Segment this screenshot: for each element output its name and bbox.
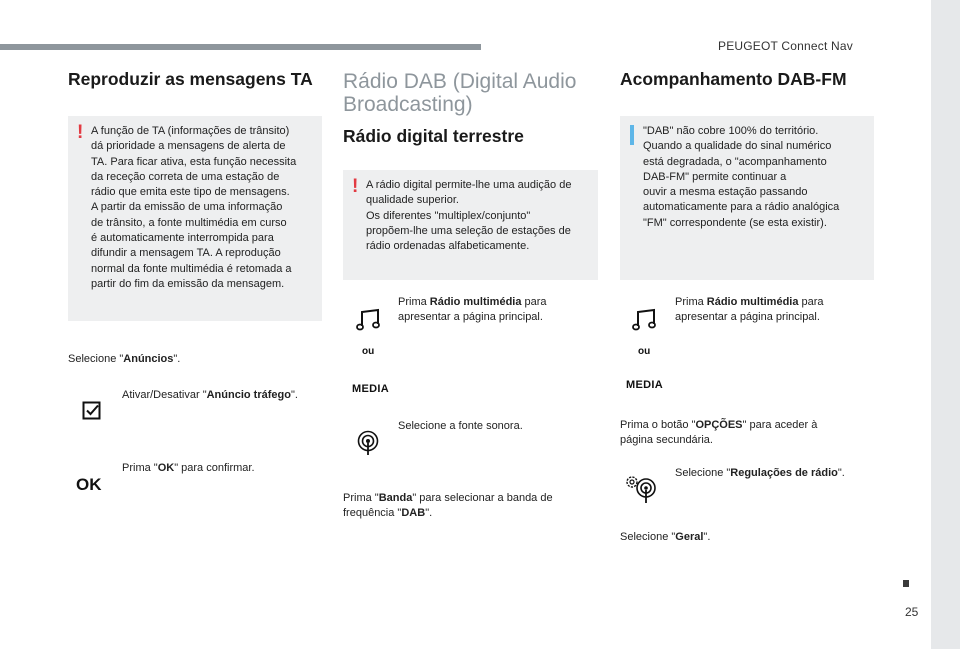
section-heading-digital-radio: Rádio digital terrestre (343, 126, 524, 146)
end-marker (903, 580, 909, 587)
note-text: "DAB" não cobre 100% do território. Quando a qualidade do sinal numérico está degradada, o "acompanhamento DAB-FM" permite continuar a ouvir a mesma estação passando automaticamente para a rádio analógica "FM" correspondente (se esta existir). (643, 125, 840, 229)
music-note-icon (632, 308, 658, 332)
page-number: 25 (905, 605, 919, 619)
page-header-title: PEUGEOT Connect Nav (718, 39, 853, 53)
section-heading-ta: Reproduzir as mensagens TA (68, 69, 313, 89)
section-title-dab: Rádio DAB (Digital Audio Broadcasting) (343, 70, 577, 116)
instruction-press-multimedia: Prima Rádio multimédia para apresentar a página principal. (675, 296, 824, 324)
instruction-press-multimedia: Prima Rádio multimédia para apresentar a página principal. (398, 296, 547, 324)
or-label: ou (362, 346, 375, 357)
media-button-label: MEDIA (626, 379, 663, 391)
radio-antenna-icon (356, 430, 380, 456)
checkbox-icon (82, 401, 102, 421)
header-bar (0, 44, 481, 50)
instruction-press-options: Prima o botão "OPÇÕES" para aceder à página secundária. (620, 419, 818, 447)
radio-settings-icon (624, 474, 660, 504)
instruction-select-radio-settings: Selecione "Regulações de rádio". (675, 467, 845, 479)
instruction-select-general: Selecione "Geral". (620, 531, 711, 543)
warning-icon: ! (77, 122, 84, 143)
instruction-select-source: Selecione a fonte sonora. (398, 420, 523, 432)
instruction-toggle-traffic: Ativar/Desativar "Anúncio tráfego". (122, 389, 298, 401)
section-heading-dab-fm: Acompanhamento DAB-FM (620, 69, 847, 89)
warning-icon: ! (352, 176, 359, 197)
music-note-icon (356, 308, 382, 332)
instruction-select-anuncios: Selecione "Anúncios". (68, 353, 181, 365)
info-note-dab-fm (620, 116, 874, 280)
warning-note-dab (343, 170, 598, 280)
side-strip (931, 0, 960, 649)
instruction-select-band: Prima "Banda" para selecionar a banda de frequência "DAB". (343, 492, 553, 520)
media-button-label: MEDIA (352, 383, 389, 395)
note-text: A rádio digital permite-lhe uma audição de qualidade superior. Os diferentes "multiplex/conjunto" propõem-lhe uma seleção de estações de rádio ordenadas alfabeticamente. (366, 179, 572, 253)
note-text: A função de TA (informações de trânsito) dá prioridade a mensagens de alerta de TA. Para ficar ativa, esta função necessita da receção correta de uma estação de rádio que emita este tipo de mensagens. A partir da emissão de uma informação de trânsito, a fonte multimédia em curso é automaticamente interrompida para difundir a mensagem TA. A reprodução normal da fonte multimédia é retomada a partir do fim da emissão da mensagem. (91, 125, 297, 290)
ok-icon: OK (76, 475, 102, 494)
info-icon (630, 125, 634, 145)
instruction-confirm-ok: Prima "OK" para confirmar. (122, 462, 255, 474)
warning-note-ta (68, 116, 322, 321)
or-label: ou (638, 346, 651, 357)
